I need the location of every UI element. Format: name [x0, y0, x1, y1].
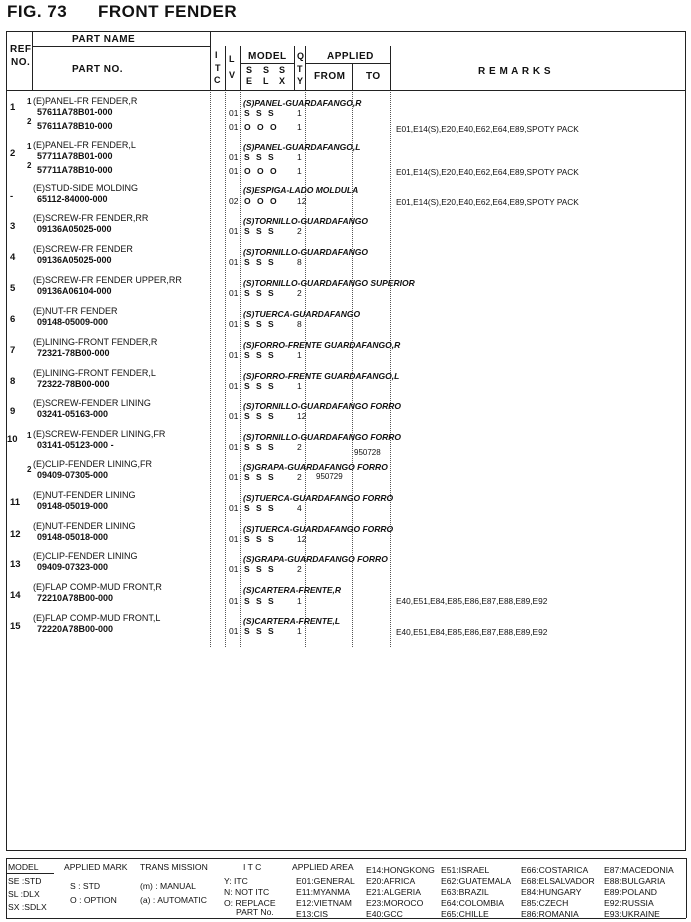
part-name-divider — [32, 46, 210, 47]
part-name: (E)FLAP COMP-MUD FRONT,L — [33, 613, 161, 623]
header-model-se-e: E — [246, 76, 253, 86]
model-divider — [240, 63, 294, 64]
itc-code: 01 — [229, 319, 239, 329]
sub-no: 2 — [27, 161, 32, 170]
table-row — [0, 183, 691, 213]
part-number: 09148-05009-000 — [37, 317, 109, 327]
spanish-name: (S)CARTERA-FRENTE,L — [243, 616, 341, 626]
ref-no: 12 — [10, 529, 21, 540]
legend-area: E13:CIS — [296, 909, 329, 919]
ref-no: 10 — [7, 434, 18, 445]
model-marks: S S S — [244, 381, 276, 391]
legend-itc: PART No. — [236, 907, 274, 917]
quantity: 12 — [297, 534, 307, 544]
table-row — [0, 244, 691, 274]
legend-area: E01:GENERAL — [296, 876, 355, 886]
header-model-sl-l: L — [263, 76, 269, 86]
col-partname — [210, 31, 211, 90]
model-marks: S S S — [244, 152, 276, 162]
table-row — [0, 429, 691, 459]
table-row — [0, 398, 691, 428]
itc-code: 01 — [229, 152, 239, 162]
part-name: (E)SCREW-FR FENDER UPPER,RR — [33, 275, 182, 285]
ref-no: 3 — [10, 221, 16, 232]
ref-no: 2 — [10, 148, 16, 159]
legend-area: E23:MOROCO — [366, 898, 424, 908]
spanish-name: (S)TUERCA-GUARDAFANGO FORRO — [243, 493, 394, 503]
page-title: FRONT FENDER — [98, 2, 238, 21]
legend-area: E62:GUATEMALA — [441, 876, 512, 886]
model-marks: S S S — [244, 442, 276, 452]
spanish-name: (S)TORNILLO-GUARDAFANGO FORRO — [243, 432, 402, 442]
itc-code: 01 — [229, 288, 239, 298]
legend-trans-header: TRANS MISSION — [140, 862, 208, 872]
ref-no: 5 — [10, 283, 16, 294]
table-row — [0, 368, 691, 398]
quantity: 1 — [297, 381, 302, 391]
legend-area: E12:VIETNAM — [296, 898, 352, 908]
legend-area: E88:BULGARIA — [604, 876, 666, 886]
part-name: (E)LINING-FRONT FENDER,L — [33, 368, 156, 378]
header-model: MODEL — [248, 51, 287, 62]
quantity: 12 — [297, 411, 307, 421]
legend-mark: S : STD — [70, 881, 101, 891]
itc-code: 01 — [229, 122, 239, 132]
part-number: 57611A78B01-000 — [37, 107, 113, 117]
ref-no: 11 — [10, 497, 21, 508]
itc-code: 01 — [229, 381, 239, 391]
itc-code: 01 — [229, 472, 239, 482]
ref-no: 6 — [10, 314, 16, 325]
col-itc — [225, 46, 226, 90]
sub-no: 2 — [27, 117, 32, 126]
legend-area: E11:MYANMA — [296, 887, 351, 897]
header-itc-t: T — [215, 63, 221, 73]
figure-label: FIG. 73 — [7, 2, 68, 21]
remarks: E40,E51,E84,E85,E86,E87,E88,E89,E92 — [396, 596, 548, 606]
ref-no: 4 — [10, 252, 16, 263]
quantity: 4 — [297, 503, 302, 513]
itc-code: 01 — [229, 350, 239, 360]
quantity: 1 — [297, 166, 302, 176]
itc-code: 01 — [229, 226, 239, 236]
part-number: 57711A78B10-000 — [37, 165, 113, 175]
model-marks: S S S — [244, 350, 276, 360]
legend-area: E85:CZECH — [521, 898, 569, 908]
header-no: NO. — [11, 57, 31, 68]
header-model-sx-s: S — [279, 65, 286, 75]
ref-no: 8 — [10, 376, 16, 387]
header-model-sl-s: S — [263, 65, 270, 75]
legend-bottom-border — [6, 918, 686, 919]
quantity: 1 — [297, 122, 302, 132]
header-lv-l: L — [229, 54, 235, 64]
legend-left-border — [6, 858, 7, 918]
sub-no: 1 — [27, 97, 32, 106]
legend-area: E66:COSTARICA — [521, 865, 589, 875]
legend-area: E51:ISRAEL — [441, 865, 490, 875]
ref-no: 13 — [10, 559, 21, 570]
header-applied: APPLIED — [327, 51, 374, 62]
legend-model: SE :STD — [8, 876, 42, 886]
itc-code: 01 — [229, 626, 239, 636]
part-name: (E)CLIP-FENDER LINING,FR — [33, 459, 153, 469]
part-number: 57711A78B01-000 — [37, 151, 113, 161]
part-name: (E)SCREW-FR FENDER,RR — [33, 213, 149, 223]
quantity: 2 — [297, 472, 302, 482]
table-row — [0, 459, 691, 489]
header-part-name: PART NAME — [72, 34, 136, 45]
part-name: (E)PANEL-FR FENDER,R — [33, 96, 138, 106]
spanish-name: (S)TORNILLO-GUARDAFANGO SUPERIOR — [243, 278, 415, 288]
sub-no: 1 — [27, 431, 32, 440]
spanish-name: (S)PANEL-GUARDAFANGO,R — [243, 98, 362, 108]
part-name: (E)CLIP-FENDER LINING — [33, 551, 138, 561]
sub-no: 2 — [27, 465, 32, 474]
ref-no: - — [10, 191, 14, 202]
ref-no: 7 — [10, 345, 16, 356]
legend-area: E89:POLAND — [604, 887, 658, 897]
header-to: TO — [366, 71, 381, 82]
remarks: E01,E14(S),E20,E40,E62,E64,E89,SPOTY PACK — [396, 167, 579, 177]
part-number: 03141-05123-000 - — [37, 440, 114, 450]
header-qty-t: T — [297, 64, 303, 74]
legend-area: E65:CHILLE — [441, 909, 489, 919]
part-name: (E)NUT-FENDER LINING — [33, 490, 136, 500]
legend-itc: Y: ITC — [224, 876, 248, 886]
model-marks: S S S — [244, 472, 276, 482]
header-qty-y: Y — [297, 76, 304, 86]
quantity: 2 — [297, 564, 302, 574]
col-qty — [305, 46, 306, 90]
legend-area: E86:ROMANIA — [521, 909, 579, 919]
part-name: (E)LINING-FRONT FENDER,R — [33, 337, 158, 347]
legend-itc: N: NOT ITC — [224, 887, 270, 897]
legend-top-border — [6, 858, 686, 859]
itc-code: 01 — [229, 564, 239, 574]
model-marks: S S S — [244, 596, 276, 606]
header-ref: REF — [10, 44, 32, 55]
table-row — [0, 337, 691, 367]
spanish-name: (S)TORNILLO-GUARDAFANGO FORRO — [243, 401, 402, 411]
model-marks: S S S — [244, 288, 276, 298]
legend-model-divider — [6, 873, 54, 874]
spanish-name: (S)TUERCA-GUARDAFANGO FORRO — [243, 524, 394, 534]
spanish-name: (S)TORNILLO-GUARDAFANGO — [243, 216, 368, 226]
col-ref — [32, 31, 33, 90]
table-row — [0, 275, 691, 305]
spanish-name: (S)CARTERA-FRENTE,R — [243, 585, 342, 595]
table-row — [0, 521, 691, 551]
col-from — [352, 63, 353, 90]
spanish-name: (S)TORNILLO-GUARDAFANGO — [243, 247, 368, 257]
itc-code: 02 — [229, 196, 239, 206]
part-number: 09409-07323-000 — [37, 562, 109, 572]
legend-area: E92:RUSSIA — [604, 898, 654, 908]
spanish-name: (S)PANEL-GUARDAFANGO,L — [243, 142, 361, 152]
part-name: (E)SCREW-FENDER LINING,FR — [33, 429, 166, 439]
legend-trans: (a) : AUTOMATIC — [140, 895, 208, 905]
header-qty-q: Q — [297, 51, 305, 61]
col-lv — [240, 46, 241, 90]
quantity: 2 — [297, 288, 302, 298]
remarks: E01,E14(S),E20,E40,E62,E64,E89,SPOTY PACK — [396, 197, 579, 207]
part-number: 09148-05018-000 — [37, 532, 109, 542]
applied-from-date: 950729 — [316, 472, 343, 481]
legend-applied-mark-header: APPLIED MARK — [64, 862, 128, 872]
legend-area: E63:BRAZIL — [441, 887, 489, 897]
part-number: 57611A78B10-000 — [37, 121, 113, 131]
header-itc-i: I — [215, 50, 218, 60]
legend-area: E93:UKRAINE — [604, 909, 660, 919]
legend-model: SX :SDLX — [8, 902, 47, 912]
legend-itc: O: REPLACE — [224, 898, 276, 908]
itc-code: 01 — [229, 503, 239, 513]
quantity: 8 — [297, 257, 302, 267]
quantity: 1 — [297, 596, 302, 606]
legend-area: E68:ELSALVADOR — [521, 876, 595, 886]
itc-code: 01 — [229, 596, 239, 606]
legend-area-header: APPLIED AREA — [292, 862, 354, 872]
table-row — [0, 613, 691, 643]
sub-no: 1 — [27, 142, 32, 151]
itc-code: 01 — [229, 411, 239, 421]
header-part-no: PART NO. — [72, 64, 124, 75]
legend-trans: (m) : MANUAL — [140, 881, 196, 891]
part-name: (E)FLAP COMP-MUD FRONT,R — [33, 582, 162, 592]
part-number: 72220A78B00-000 — [37, 624, 114, 634]
remarks: E01,E14(S),E20,E40,E62,E64,E89,SPOTY PACK — [396, 124, 579, 134]
part-number: 09136A05025-000 — [37, 255, 112, 265]
part-number: 65112-84000-000 — [37, 194, 108, 204]
model-marks: S S S — [244, 626, 276, 636]
model-marks: S S S — [244, 564, 276, 574]
model-marks: O O O — [244, 122, 279, 132]
model-marks: S S S — [244, 226, 276, 236]
part-number: 72210A78B00-000 — [37, 593, 114, 603]
legend-area: E64:COLOMBIA — [441, 898, 505, 908]
ref-no: 15 — [10, 621, 21, 632]
spanish-name: (S)ESPIGA-LADO MOLDULA — [243, 185, 359, 195]
header-model-se-s: S — [246, 65, 253, 75]
table-row — [0, 490, 691, 520]
applied-divider — [305, 63, 390, 64]
legend-area: E20:AFRICA — [366, 876, 416, 886]
quantity: 1 — [297, 152, 302, 162]
header-from: FROM — [314, 71, 346, 82]
header-divider — [6, 90, 686, 91]
table-row — [0, 213, 691, 243]
legend-area: E84:HUNGARY — [521, 887, 582, 897]
legend-mark: O : OPTION — [70, 895, 117, 905]
quantity: 8 — [297, 319, 302, 329]
legend-itc-header: I T C — [243, 862, 262, 872]
itc-code: 01 — [229, 534, 239, 544]
header-lv-v: V — [229, 70, 236, 80]
model-marks: S S S — [244, 503, 276, 513]
model-marks: O O O — [244, 166, 279, 176]
legend-area: E21:ALGERIA — [366, 887, 421, 897]
table-row — [0, 306, 691, 336]
header-remarks: R E M A R K S — [478, 66, 551, 77]
spanish-name: (S)GRAPA-GUARDAFANGO FORRO — [243, 462, 388, 472]
part-name: (E)STUD-SIDE MOLDING — [33, 183, 139, 193]
part-number: 72322-78B00-000 — [37, 379, 110, 389]
part-number: 09409-07305-000 — [37, 470, 109, 480]
table-row — [0, 582, 691, 612]
model-marks: S S S — [244, 257, 276, 267]
col-to — [390, 46, 391, 90]
part-number: 09148-05019-000 — [37, 501, 109, 511]
model-marks: S S S — [244, 108, 276, 118]
legend-area: E87:MACEDONIA — [604, 865, 674, 875]
quantity: 12 — [297, 196, 307, 206]
spanish-name: (S)FORRO-FRENTE GUARDAFANGO,L — [243, 371, 400, 381]
part-number: 72321-78B00-000 — [37, 348, 110, 358]
legend-area: E40:GCC — [366, 909, 403, 919]
header-itc-c: C — [214, 75, 221, 85]
ref-no: 1 — [10, 102, 16, 113]
itc-code: 01 — [229, 166, 239, 176]
part-name: (E)SCREW-FR FENDER — [33, 244, 133, 254]
model-marks: S S S — [244, 319, 276, 329]
itc-code: 01 — [229, 257, 239, 267]
part-number: 09136A06104-000 — [37, 286, 112, 296]
quantity: 1 — [297, 626, 302, 636]
quantity: 2 — [297, 442, 302, 452]
legend-model-header: MODEL — [8, 862, 39, 872]
part-name: (E)NUT-FENDER LINING — [33, 521, 136, 531]
applied-to-date: 950728 — [354, 448, 381, 457]
model-marks: S S S — [244, 534, 276, 544]
part-name: (E)PANEL-FR FENDER,L — [33, 140, 136, 150]
part-name: (E)SCREW-FENDER LINING — [33, 398, 151, 408]
model-marks: S S S — [244, 411, 276, 421]
quantity: 1 — [297, 108, 302, 118]
legend-right-border — [686, 858, 687, 918]
model-marks: O O O — [244, 196, 279, 206]
part-name: (E)NUT-FR FENDER — [33, 306, 118, 316]
itc-code: 01 — [229, 108, 239, 118]
ref-no: 14 — [10, 590, 21, 601]
table-row — [0, 551, 691, 581]
itc-code: 01 — [229, 442, 239, 452]
col-model — [294, 46, 295, 90]
quantity: 2 — [297, 226, 302, 236]
remarks: E40,E51,E84,E85,E86,E87,E88,E89,E92 — [396, 627, 548, 637]
ref-no: 9 — [10, 406, 16, 417]
spanish-name: (S)TUERCA-GUARDAFANGO — [243, 309, 361, 319]
part-number: 03241-05163-000 — [37, 409, 109, 419]
legend-area: E14:HONGKONG — [366, 865, 435, 875]
header-model-sx-x: X — [279, 76, 286, 86]
spanish-name: (S)FORRO-FRENTE GUARDAFANGO,R — [243, 340, 401, 350]
part-number: 09136A05025-000 — [37, 224, 112, 234]
legend-model: SL :DLX — [8, 889, 40, 899]
quantity: 1 — [297, 350, 302, 360]
spanish-name: (S)GRAPA-GUARDAFANGO FORRO — [243, 554, 388, 564]
